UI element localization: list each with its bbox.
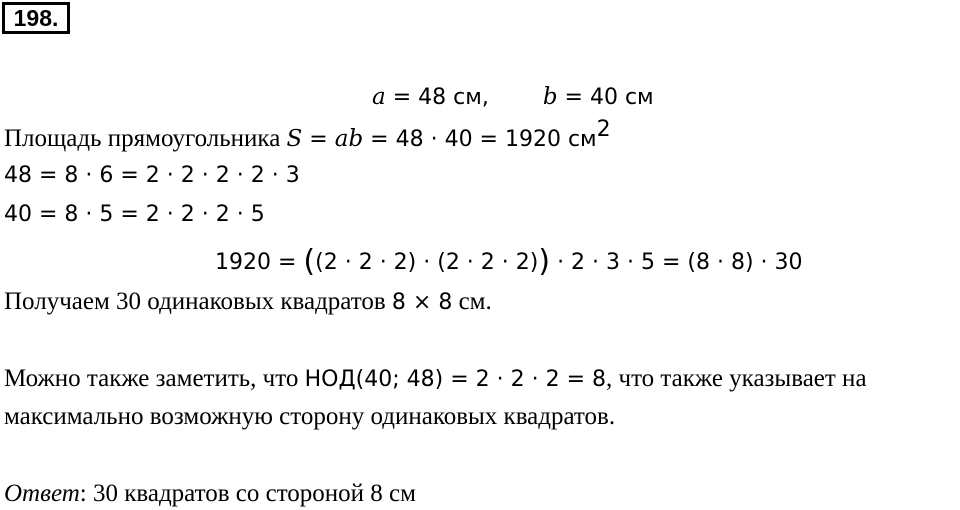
answer-label: Ответ: [4, 480, 80, 507]
area-eq: =: [302, 127, 335, 152]
factorization-48: 48 = 8 · 6 = 2 · 2 · 2 · 2 · 3: [4, 163, 300, 188]
problem-number: 198.: [2, 2, 70, 34]
area-exponent: 2: [596, 117, 611, 142]
var-a: a: [372, 84, 386, 110]
f1920-end: · 2 · 3 · 5 = (8 · 8) · 30: [550, 250, 803, 275]
f1920-inner: (2 · 2 · 2) · (2 · 2 · 2): [315, 250, 539, 275]
given-b-value: = 40 см: [557, 85, 654, 110]
area-calc: = 48 · 40 = 1920 см: [363, 127, 597, 152]
f1920-close-paren: ): [538, 244, 551, 279]
var-ab: ab: [334, 126, 364, 152]
f1920-open-paren: (: [303, 244, 316, 279]
result-unit: см.: [452, 288, 492, 315]
answer-text: : 30 квадратов со стороной 8 см: [79, 480, 416, 507]
area-line: [4, 117, 611, 152]
factorization-40: 40 = 8 · 5 = 2 · 2 · 2 · 5: [4, 202, 265, 227]
given-a-value: = 48 см,: [385, 85, 489, 110]
result-formula: 8 × 8: [391, 290, 453, 315]
note-text-b: , что также указывает на: [606, 365, 867, 392]
note-gcd-formula: НОД(40; 48) = 2 · 2 · 2 = 8: [304, 367, 606, 392]
area-label: Площадь прямоугольника: [4, 125, 287, 152]
var-s: S: [286, 126, 303, 152]
result-text: Получаем 30 одинаковых квадратов: [4, 288, 392, 315]
result-line: [4, 289, 492, 314]
var-b: b: [542, 84, 558, 110]
answer-line: [4, 481, 416, 506]
note-line-1: [4, 366, 867, 391]
given-values: [372, 86, 654, 109]
f1920-start: 1920 =: [215, 250, 304, 275]
note-line-2: максимально возможную сторону одинаковых квадратов.: [4, 403, 616, 430]
note-text-a: Можно также заметить, что: [4, 365, 305, 392]
factorization-1920: [215, 244, 803, 279]
